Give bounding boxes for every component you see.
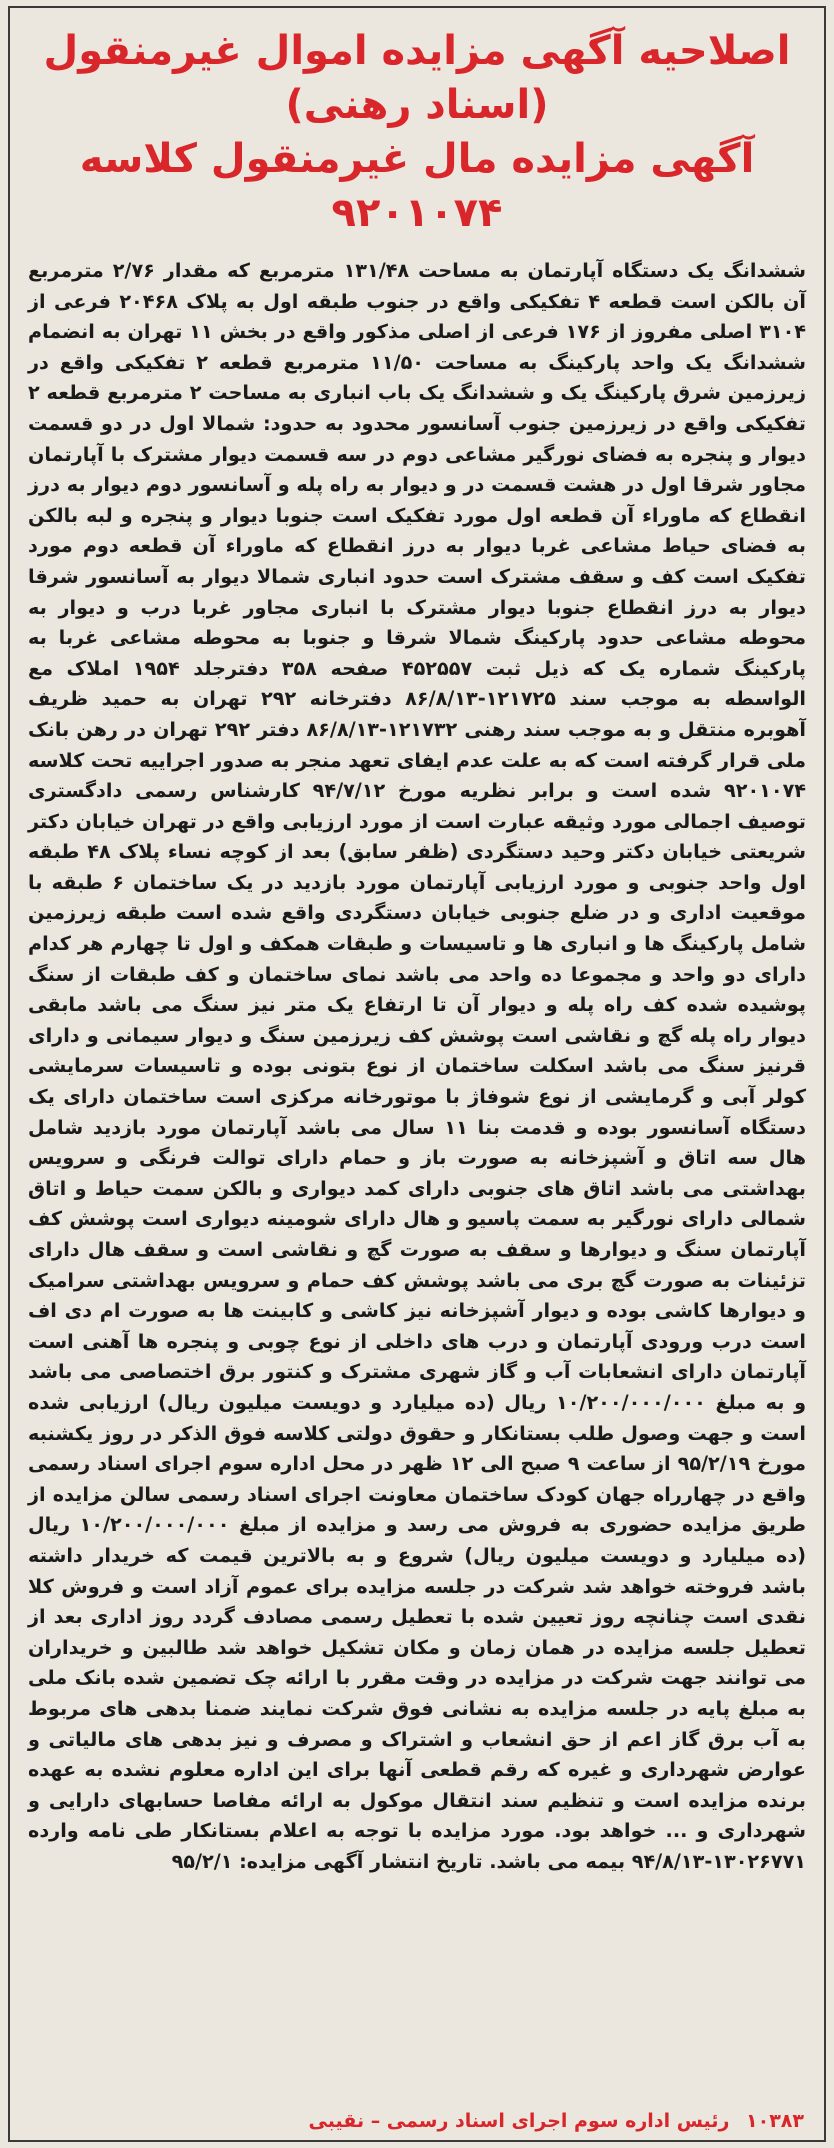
headline-subtitle: (اسناد رهنی) <box>285 82 549 128</box>
notice-headline <box>24 24 810 240</box>
footer-code: ۱۰۳۸۳ <box>746 2110 804 2132</box>
headline-case-number: ۹۲۰۱۰۷۴ <box>331 190 503 236</box>
notice-footer <box>30 2110 804 2132</box>
headline-title-2: آگهی مزایده مال غیرمنقول کلاسه <box>79 136 755 182</box>
notice-body <box>28 256 806 1877</box>
notice-body-paragraph: ششدانگ یک دستگاه آپارتمان به مساحت ۱۳۱/۴۸ مترمربع که مقدار ۲/۷۶ مترمربع آن بالکن است قطعه ۴ تفکیکی واقع در جنوب طبقه اول به پلاک ۲۰۴۶۸ فرعی از ۳۱۰۴ اصلی مفروز از ۱۷۶ فرعی از اصلی مذکور واقع در بخش ۱۱ تهران به انضمام ششدانگ یک واحد پارکینگ به مساحت ۱۱/۵۰ مترمربع قطعه ۲ تفکیکی واقع در زیرزمین شرق پارکینگ یک و ششدانگ یک باب انباری به مساحت ۲ مترمربع قطعه ۲ تفکیکی واقع در زیرزمین جنوب آسانسور محدود به حدود: شمالا اول در دو قسمت دیوار و پنجره به فضای نورگیر مشاعی دوم در سه قسمت دیوار مشترک با آپارتمان مجاور شرقا اول در هشت قسمت در و دیوار به راه پله و آسانسور دوم دیوار به درز انقطاع که ماوراء آن قطعه اول مورد تفکیک است جنوبا دیوار و پنجره و لبه بالکن به فضای حیاط مشاعی غربا دیوار به درز انقطاع که ماوراء آن قطعه دوم مورد تفکیک است کف و سقف مشترک است حدود انباری شمالا دیوار به آسانسور شرقا دیوار به درز انقطاع جنوبا دیوار مشترک با انباری مجاور غربا درب و دیوار به محوطه مشاعی حدود پارکینگ شمالا شرقا و جنوبا به محوطه مشاعی غربا به پارکینگ شماره یک که ذیل ثبت ۴۵۲۵۵۷ صفحه ۳۵۸ دفترجلد ۱۹۵۴ املاک مع الواسطه به موجب سند ۱۲۱۷۲۵-۸۶/۸/۱۳ دفترخانه ۲۹۲ تهران به حمید ظریف آهوبره منتقل و به موجب سند رهنی ۱۲۱۷۳۲-۸۶/۸/۱۳ دفتر ۲۹۲ تهران در رهن بانک ملی قرار گرفته است که به علت عدم ایفای تعهد منجر به صدور اجراییه تحت کلاسه ۹۲۰۱۰۷۴ شده است و برابر نظریه مورخ ۹۴/۷/۱۲ کارشناس رسمی دادگستری توصیف اجمالی مورد وثیقه عبارت است از مورد ارزیابی واقع در تهران خیابان دکتر شریعتی خیابان دکتر وحید دستگردی (ظفر سابق) بعد از کوچه نساء پلاک ۴۸ طبقه اول واحد جنوبی و مورد ارزیابی آپارتمان مورد بازدید در یک ساختمان ۶ طبقه با موقعیت اداری و در ضلع جنوبی خیابان دستگردی واقع شده است طبقه زیرزمین شامل پارکینگ ها و انباری ها و تاسیسات و طبقات همکف و اول تا چهارم هر کدام دارای دو واحد و مجموعا ده واحد می باشد نمای ساختمان و کف طبقات از سنگ پوشیده شده کف راه پله و دیوار آن تا ارتفاع یک متر نیز سنگ می باشد مابقی دیوار راه پله گچ و نقاشی است پوشش کف زیرزمین سنگ و دیوار سیمانی و دارای قرنیز سنگ می باشد اسکلت ساختمان از نوع بتونی بوده و تاسیسات سرمایشی کولر آبی و گرمایشی از نوع شوفاژ با موتورخانه مرکزی است ساختمان دارای یک دستگاه آسانسور بوده و قدمت بنا ۱۱ سال می باشد آپارتمان مورد بازدید شامل هال سه اتاق و آشپزخانه به صورت باز و حمام دارای توالت فرنگی و سرویس بهداشتی می باشد اتاق های جنوبی دارای کمد دیواری و بالکن سمت حیاط و اتاق شمالی دارای نورگیر به سمت پاسیو و هال دارای شومینه دیواری است پوشش کف آپارتمان سنگ و دیوارها و سقف به صورت گچ و نقاشی است و سقف هال دارای تزئینات به صورت گچ بری می باشد پوشش کف حمام و سرویس بهداشتی سرامیک و دیوارها کاشی بوده و دیوار آشپزخانه نیز کاشی و کابینت ها به صورت ام دی اف است درب ورودی آپارتمان و درب های داخلی از نوع چوبی و پنجره ها آهنی است آپارتمان دارای انشعابات آب و گاز شهری مشترک و کنتور برق اختصاصی می باشد و به مبلغ ۱۰/۲۰۰/۰۰۰/۰۰۰ ریال (ده میلیارد و دویست میلیون ریال) ارزیابی شده است و جهت وصول طلب بستانکار و حقوق دولتی کلاسه فوق الذکر در روز یکشنبه مورخ ۹۵/۲/۱۹ از ساعت ۹ صبح الی ۱۲ ظهر در محل اداره سوم اجرای اسناد رسمی واقع در چهارراه جهان کودک ساختمان معاونت اجرای اسناد رسمی سالن مزایده از طریق مزایده حضوری به فروش می رسد و مزایده از مبلغ ۱۰/۲۰۰/۰۰۰/۰۰۰ ریال (ده میلیارد و دویست میلیون ریال) شروع و به بالاترین قیمت که خریدار داشته باشد فروخته خواهد شد شرکت در جلسه مزایده برای عموم آزاد است و فروش کلا نقدی است چنانچه روز تعیین شده با تعطیل رسمی مصادف گردد روز اداری بعد از تعطیل جلسه مزایده در همان زمان و مکان تشکیل خواهد شد طالبین و خریداران می توانند جهت شرکت در مزایده در وقت مقرر با ارائه چک تضمین شده بانک ملی به مبلغ پایه در جلسه مزایده به نشانی فوق شرکت نمایند ضمنا بدهی های مربوط به آب برق گاز اعم از حق انشعاب و اشتراک و مصرف و نیز بدهی های مالیاتی و عوارض شهرداری و غیره که رقم قطعی آنها برای این اداره معلوم نشده به عهده برنده مزایده است و تنظیم سند انتقال موکول به ارائه مفاصا حسابهای دارایی و شهرداری و ... خواهد بود. مورد مزایده با توجه به اعلام بستانکار طی نامه وارده ۱۳۰۲۶۷۷۱-۹۴/۸/۱۳ بیمه می باشد. تاریخ انتشار آگهی مزایده: ۹۵/۲/۱ <box>28 259 807 1873</box>
footer-signature: رئیس اداره سوم اجرای اسناد رسمی – نقیبی <box>308 2110 730 2132</box>
headline-title: اصلاحیه آگهی مزایده اموال غیرمنقول <box>43 28 791 74</box>
